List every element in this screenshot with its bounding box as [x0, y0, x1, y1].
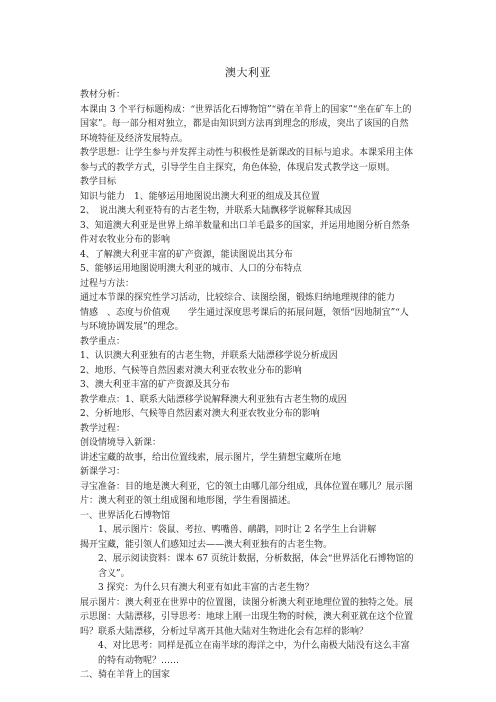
paragraph: 寻宝准备：目的地是澳大利亚，它的领土由哪几部分组成，具体位置在哪儿？展示图片：澳大利亚的领土组成图和地形图，学生看图描述。	[80, 481, 414, 506]
paragraph: 3 探究：为什么只有澳大利亚有如此丰富的古老生物？	[98, 583, 314, 593]
paragraph: 2、 说出澳大利亚特有的古老生物，并联系大陆飘移学说解释其成因	[80, 206, 352, 216]
paragraph: 3、澳大利亚丰富的矿产资源及其分布	[80, 380, 230, 390]
paragraph: 教学思想：让学生参与并发挥主动性与积极性是新课改的目标与追求。本课采用主体参与式的教学方式，引导学生自主探究，角色体验，体现启发式教学这一原则。	[80, 148, 414, 173]
paragraph: 展示图片：澳大利亚在世界中的位置图，读图分析澳大利亚地理位置的独特之处。展示思图：大陆漂移，引导思考：地球上刚一出现生物的时候，澳大利亚就在这个位置吗？联系大陆漂移，分析过早离开其他大陆对生物进化会有怎样的影响？	[80, 597, 414, 637]
document-body	[80, 88, 416, 683]
paragraph: 教学目标	[80, 177, 117, 187]
paragraph: 创设情境导入新课：	[80, 438, 162, 448]
paragraph: 4、对比思考：同样是孤立在南半球的海洋之中，为什么南极大陆没有这么丰富的特有动物呢？……	[98, 641, 410, 666]
paragraph: 1、认识澳大利亚独有的古老生物，并联系大陆漂移学说分析成因	[80, 351, 338, 361]
paragraph: 讲述宝藏的故事，给出位置线索，展示图片，学生猜想宝藏所在地	[80, 452, 342, 463]
paragraph: 教学重点：	[80, 336, 126, 347]
paragraph: 本课由 3 个平行标题构成：“世界活化石博物馆”“骑在羊背上的国家”“坐在矿车上的国家”。每一部分相对独立，都是由知识到方法再到理念的形成，突出了该国的自然环境特征及经济发展特点。	[80, 104, 412, 144]
paragraph: 教学过程：	[80, 423, 126, 434]
paragraph: 2、分析地形、气候等自然因素对澳大利亚农牧业分布的影响	[80, 409, 320, 419]
paragraph: 2、地形、气候等自然因素对澳大利亚农牧业分布的影响	[80, 365, 302, 376]
document-title: 澳大利亚	[225, 66, 271, 79]
paragraph: 过程与方法：	[80, 278, 135, 289]
paragraph: 通过本节课的探究性学习活动，比较综合、读图绘图，锻炼归纳地理规律的能力	[80, 293, 396, 303]
section-heading: 二、骑在羊背上的国家	[80, 670, 171, 680]
paragraph: 新课学习：	[80, 467, 126, 477]
paragraph: 知识与能力 1、能够运用地图说出澳大利亚的组成及其位置	[80, 191, 320, 202]
paragraph: 情感 、态度与价值观 学生通过深度思考课后的拓展问题，领悟“因地制宜”“人与环境协调发展”的理念。	[80, 307, 409, 332]
paragraph: 2、展示阅读资料：课本 67 页统计数据，分析数据，体会“世界活化石博物馆的含义”。	[98, 554, 414, 579]
paragraph: 1、展示图片：袋鼠、考拉、鸭嘴兽、鸸鹋，同时让 2 名学生上台讲解	[98, 525, 377, 535]
paragraph: 揭开宝藏，能引领人们感知过去——澳大利亚独有的古老生物。	[80, 539, 333, 550]
section-heading: 一、世界活化石博物馆	[80, 510, 171, 521]
paragraph: 4、了解澳大利亚丰富的矿产资源，能读图说出其分布	[80, 249, 293, 260]
paragraph: 5、能够运用地图说明澳大利亚的城市、人口的分布特点	[80, 264, 302, 274]
paragraph: 教学难点：1、联系大陆漂移学说解释澳大利亚独有古老生物的成因	[80, 394, 347, 405]
paragraph: 教材分析：	[80, 90, 126, 100]
paragraph: 3、知道澳大利亚是世界上绵羊数量和出口羊毛最多的国家，并运用地图分析自然条件对农牧业分布的影响	[80, 220, 410, 245]
